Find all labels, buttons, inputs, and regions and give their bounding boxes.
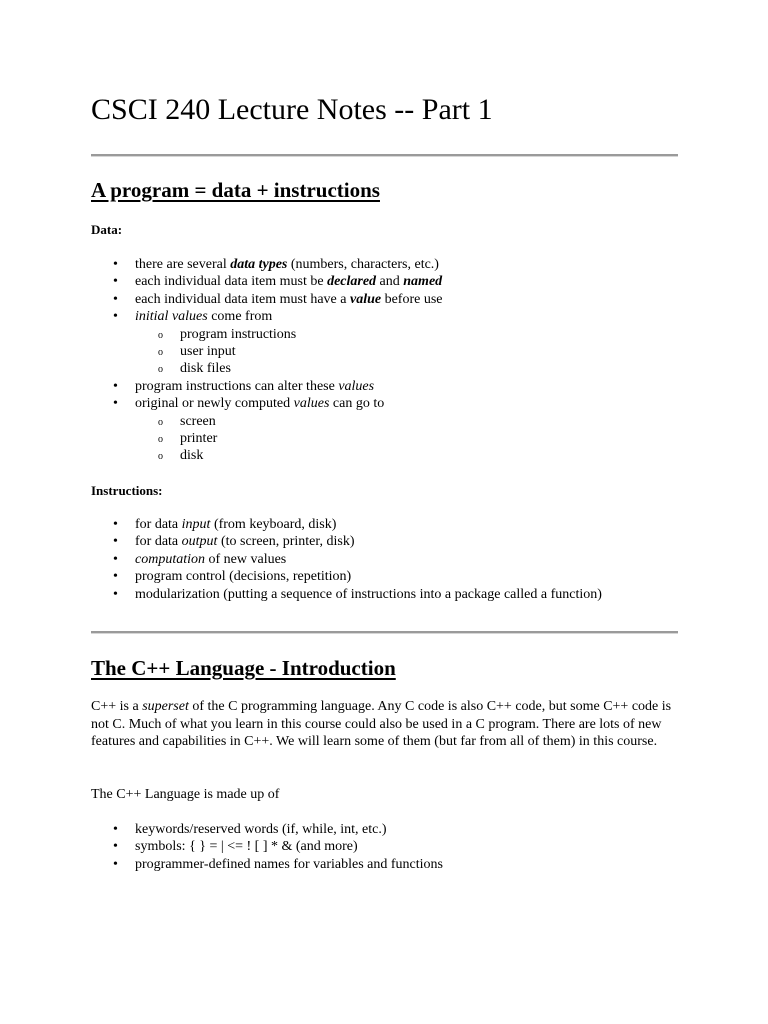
instructions-label: Instructions: — [91, 483, 163, 498]
list-item — [91, 395, 443, 412]
emphasized-text: values — [338, 378, 375, 394]
list-item — [91, 533, 602, 550]
text-run: for data — [135, 534, 182, 550]
data-label: Data: — [91, 222, 123, 237]
emphasized-text: value — [349, 291, 382, 307]
text-run: for data — [135, 517, 182, 532]
text-run: each individual data item must be — [135, 274, 328, 290]
list-item — [91, 291, 443, 308]
text-run: of the C programming language. Any C code is also C++ code, but some C++ code is not C. Much of what you learn in this course could also be used in a C program. There are lots of new features and capabilities in C++. We will learn some of them (but far from all of them) in this course. — [91, 699, 672, 749]
sub-list-item — [91, 326, 443, 343]
list-item — [91, 838, 443, 855]
divider — [91, 631, 678, 634]
emphasized-text: named — [403, 274, 443, 290]
text-run: disk files — [180, 361, 231, 377]
text-run: (to screen, printer, disk) — [217, 534, 355, 550]
list-item — [91, 568, 602, 585]
emphasized-text: data types — [230, 257, 288, 272]
divider — [91, 154, 678, 157]
data-list — [91, 256, 443, 465]
made-up-of-text: The C++ Language is made up of — [91, 787, 280, 802]
instructions-list — [91, 516, 602, 603]
section-heading-cpp: The C++ Language - Introduction — [91, 656, 396, 680]
sub-list-item — [91, 413, 443, 430]
intro-paragraph — [91, 698, 681, 751]
text-run: user input — [180, 343, 236, 359]
text-run: each individual data item must have a — [135, 291, 350, 307]
list-item — [91, 856, 443, 873]
text-run: of new values — [205, 551, 287, 567]
list-item — [91, 256, 443, 273]
emphasized-text: initial values — [135, 309, 208, 325]
list-item — [91, 273, 443, 290]
text-run: disk — [180, 448, 204, 464]
list-item — [91, 378, 443, 395]
emphasized-text: computation — [135, 551, 205, 567]
sub-list-item — [91, 343, 443, 360]
emphasized-text: values — [293, 396, 330, 412]
sub-list-item — [91, 430, 443, 447]
text-run: symbols: { } = | <= ! [ ] * & (and more) — [135, 839, 358, 855]
language-parts-list — [91, 821, 443, 873]
text-run: program instructions — [180, 326, 297, 342]
page-title: CSCI 240 Lecture Notes -- Part 1 — [91, 93, 493, 126]
text-run: come from — [207, 309, 273, 325]
text-run: can go to — [329, 396, 385, 412]
text-run: (numbers, characters, etc.) — [287, 257, 439, 272]
text-run: there are several — [135, 257, 231, 272]
text-run: before use — [381, 291, 443, 307]
text-run: and — [376, 274, 404, 290]
section-heading-program: A program = data + instructions — [91, 178, 380, 202]
emphasized-text: input — [181, 517, 211, 532]
emphasized-text: output — [181, 534, 218, 550]
sub-list-item — [91, 360, 443, 377]
text-run: keywords/reserved words (if, while, int, etc.) — [135, 822, 387, 837]
text-run: original or newly computed — [135, 396, 294, 412]
text-run: screen — [180, 413, 216, 429]
list-item — [91, 821, 443, 838]
text-run: C++ is a — [91, 699, 143, 714]
list-item — [91, 586, 602, 603]
text-run: printer — [180, 430, 218, 446]
emphasized-text: declared — [327, 274, 377, 290]
sub-list-item — [91, 447, 443, 464]
list-item — [91, 308, 443, 325]
text-run: program instructions can alter these — [135, 378, 339, 394]
text-run: programmer-defined names for variables and functions — [135, 856, 443, 872]
emphasized-text: superset — [142, 699, 189, 714]
list-item — [91, 551, 602, 568]
text-run: modularization (putting a sequence of instructions into a package called a function) — [135, 586, 602, 602]
text-run: program control (decisions, repetition) — [135, 569, 352, 585]
text-run: (from keyboard, disk) — [210, 517, 337, 532]
list-item — [91, 516, 602, 533]
